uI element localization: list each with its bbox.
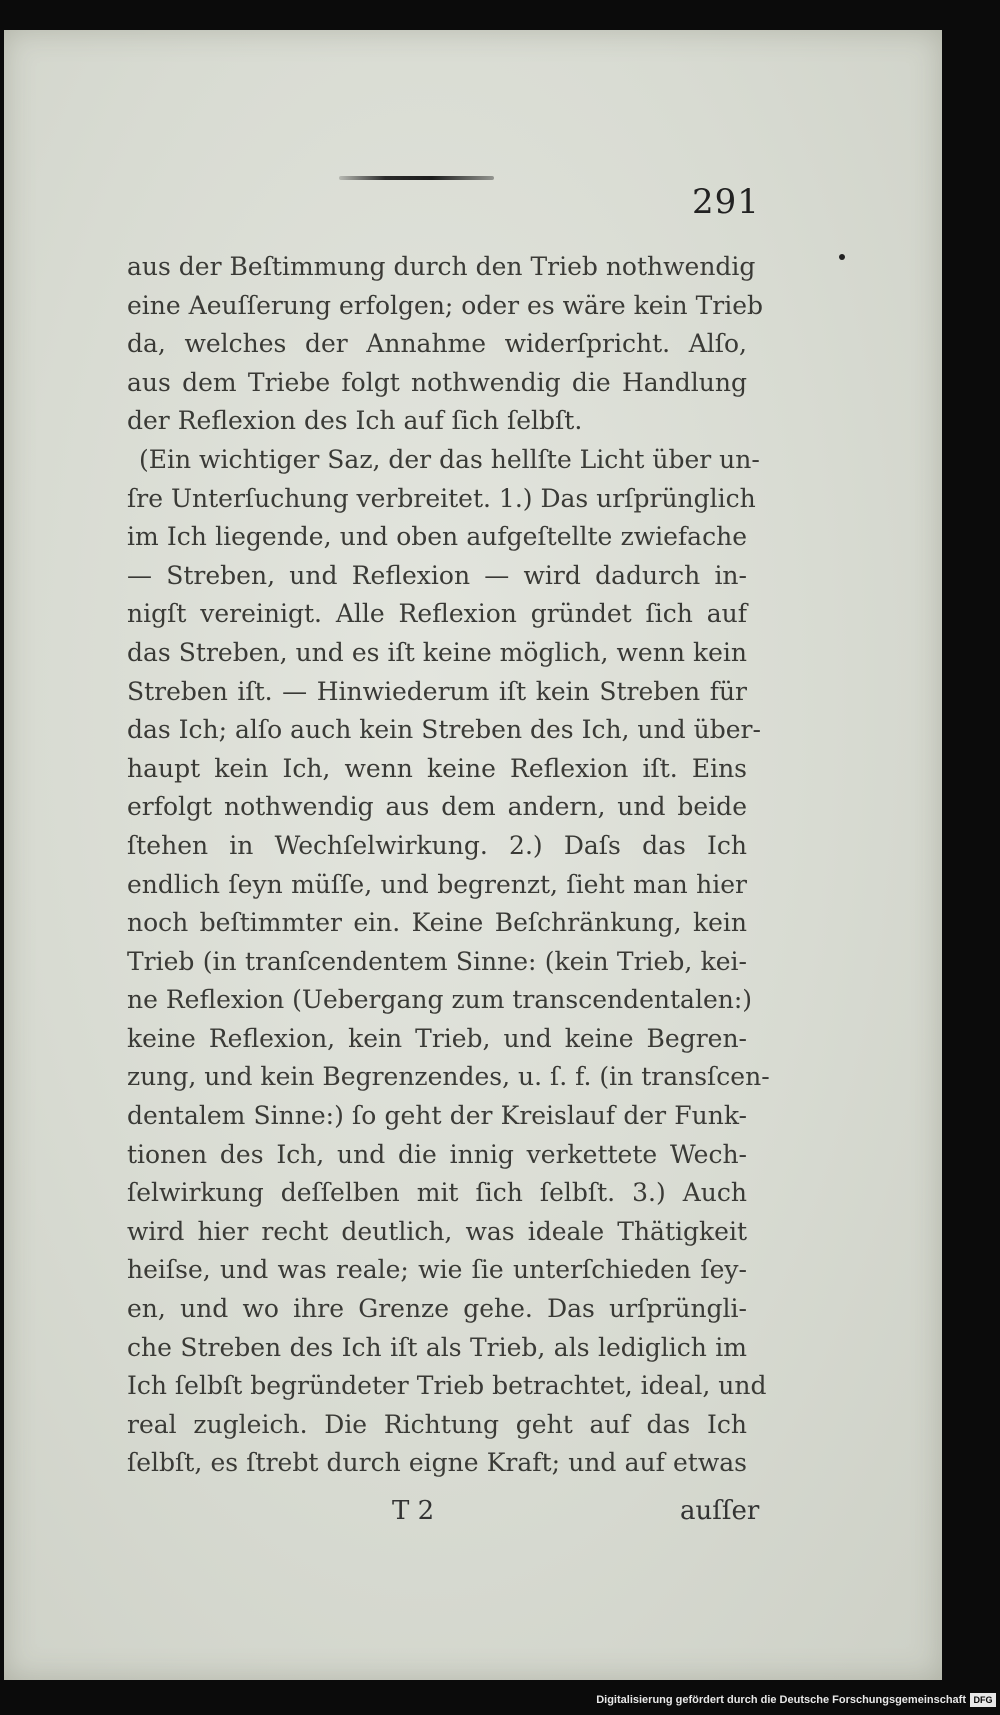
text-line: zung, und kein Begrenzendes, u. ſ. f. (in transſcen- xyxy=(127,1062,770,1092)
book-page xyxy=(4,30,942,1680)
text-line: heiſse, und was reale; wie ſie unterſchieden ſey- xyxy=(127,1255,747,1285)
text-line: das Streben, und es iſt keine möglich, wenn kein xyxy=(127,637,747,667)
text-line: im Ich liegende, und oben aufgeſtellte zwiefache xyxy=(127,522,747,552)
text-line: — Streben, und Reflexion — wird dadurch in- xyxy=(127,560,747,590)
text-line: da, welches der Annahme widerſpricht. Alſo, xyxy=(127,329,747,359)
text-line: ſre Unterſuchung verbreitet. 1.) Das urſprünglich xyxy=(127,483,756,513)
text-line: der Reflexion des Ich auf ſich ſelbſt. xyxy=(127,406,583,436)
text-line: wird hier recht deutlich, was ideale Thätigkeit xyxy=(127,1216,747,1246)
text-line: aus der Beſtimmung durch den Trieb nothwendig xyxy=(127,252,756,281)
text-line: che Streben des Ich iſt als Trieb, als lediglich im xyxy=(127,1332,747,1362)
text-line: ſelbſt, es ſtrebt durch eigne Kraft; und auf etwas xyxy=(127,1448,747,1478)
text-line: aus dem Triebe folgt nothwendig die Handlung xyxy=(127,367,747,397)
text-line: dentalem Sinne:) ſo geht der Kreislauf der Funk- xyxy=(127,1101,747,1131)
text-line: keine Reflexion, kein Trieb, und keine Begren- xyxy=(127,1023,747,1053)
text-line: (Ein wichtiger Saz, der das hellſte Licht über un- xyxy=(139,444,760,474)
page-number: 291 xyxy=(692,182,760,222)
digitization-credit: Digitalisierung gefördert durch die Deutsche Forschungsgemeinschaft xyxy=(596,1694,966,1706)
text-line: ſelwirkung deſſelben mit ſich ſelbſt. 3.) Auch xyxy=(127,1178,747,1208)
text-line: real zugleich. Die Richtung geht auf das Ich xyxy=(127,1409,747,1439)
catchword: auſſer xyxy=(680,1496,760,1526)
text-line: Trieb (in tranſcendentem Sinne: (kein Trieb, kei- xyxy=(127,946,747,976)
text-line: ne Reflexion (Uebergang zum transcendentalen:) xyxy=(127,985,753,1015)
text-line: haupt kein Ich, wenn keine Reflexion iſt. Eins xyxy=(127,753,747,783)
dfg-logo: DFG xyxy=(970,1693,996,1707)
header-rule xyxy=(339,176,494,180)
text-line: nigſt vereinigt. Alle Reflexion gründet ſich auf xyxy=(127,599,747,629)
ink-spot xyxy=(839,254,845,260)
text-line: ſtehen in Wechſelwirkung. 2.) Daſs das Ich xyxy=(127,830,747,860)
text-line: Ich ſelbſt begründeter Trieb betrachtet, ideal, und xyxy=(127,1371,767,1401)
body-text xyxy=(127,248,770,1483)
text-line: Streben iſt. — Hinwiederum iſt kein Streben für xyxy=(127,676,747,706)
text-line: noch beſtimmter ein. Keine Beſchränkung, kein xyxy=(127,908,747,938)
text-line: en, und wo ihre Grenze gehe. Das urſprüngli- xyxy=(127,1294,747,1324)
sheet-signature: T 2 xyxy=(392,1496,435,1526)
text-line: tionen des Ich, und die innig verkettete Wech- xyxy=(127,1139,747,1169)
text-line: eine Aeuſſerung erfolgen; oder es wäre kein Trieb xyxy=(127,290,764,320)
text-line: das Ich; alſo auch kein Streben des Ich, und über- xyxy=(127,715,761,745)
text-line: erfolgt nothwendig aus dem andern, und beide xyxy=(127,792,747,822)
text-line: endlich ſeyn müſſe, und begrenzt, ſieht man hier xyxy=(127,869,747,899)
